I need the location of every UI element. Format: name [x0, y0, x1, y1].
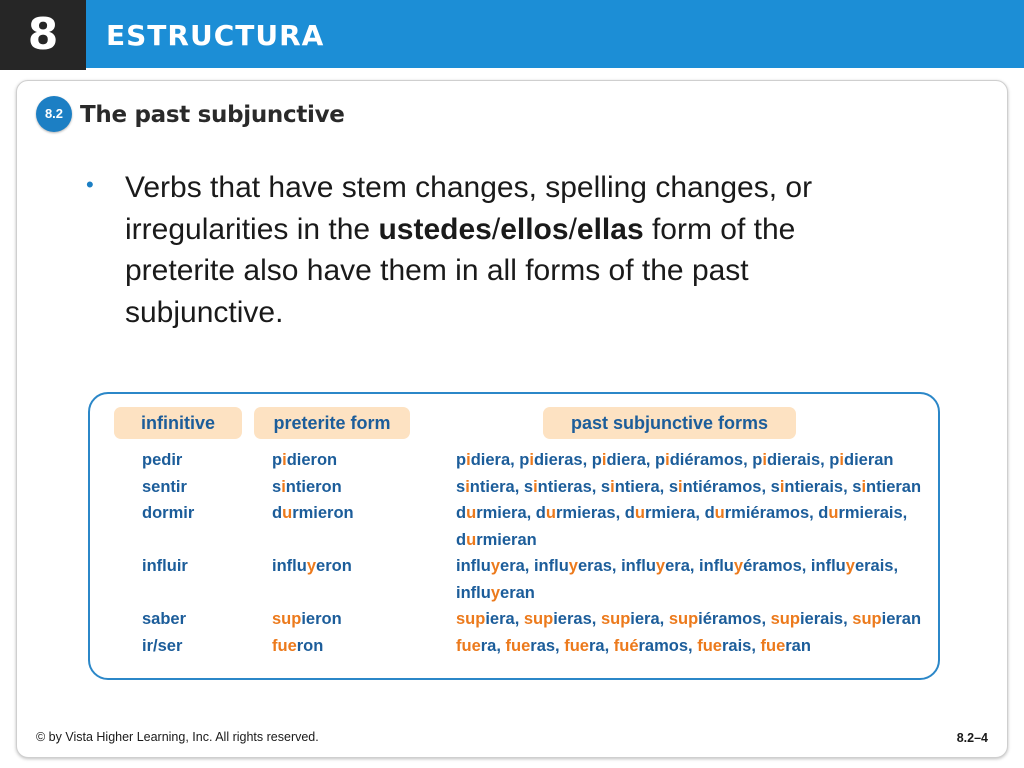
bullet-bold-ellas: ellas [576, 212, 644, 246]
text-segment: ron [296, 636, 324, 655]
text-segment: dieras, p [533, 451, 602, 469]
header-past-subjunctive-forms: past subjunctive forms [543, 407, 796, 439]
text-segment: rmiera, d [644, 504, 715, 522]
highlighted-segment: i [529, 451, 534, 469]
highlighted-segment: y [655, 557, 666, 575]
highlighted-segment: y [568, 557, 578, 575]
highlighted-segment: sup [770, 610, 800, 628]
text-segment: dieran [843, 451, 894, 469]
highlighted-segment: fue [505, 636, 531, 655]
highlighted-segment: sup [456, 610, 486, 628]
highlighted-segment: u [828, 504, 839, 522]
cell-preterite [272, 474, 342, 500]
text-segment: ntiera, s [469, 477, 534, 496]
cell-infinitive: dormir [142, 504, 195, 522]
highlighted-segment: u [466, 504, 477, 522]
text-segment: ierais, [799, 610, 853, 628]
text-segment: ramos, [638, 636, 698, 655]
text-segment: ntiéramos, s [682, 477, 780, 496]
highlighted-segment: fue [564, 636, 589, 655]
highlighted-segment: u [634, 504, 645, 522]
bullet-icon: • [86, 172, 94, 197]
highlighted-segment: i [779, 477, 785, 496]
highlighted-segment: i [281, 477, 286, 496]
text-segment: rmieras, d [555, 504, 635, 522]
highlighted-segment: i [533, 477, 538, 496]
highlighted-segment: i [762, 451, 767, 469]
cell-past-subjunctive [456, 500, 907, 526]
text-segment: s [456, 477, 466, 496]
text-segment: influ [272, 557, 307, 575]
text-segment: erais, [854, 557, 899, 575]
cell-past-subjunctive [456, 606, 921, 632]
page-number: 8.2–4 [956, 731, 988, 745]
text-segment: rmieron [292, 504, 354, 522]
copyright-notice: © by Vista Higher Learning, Inc. All rights reserved. [36, 730, 319, 744]
cell-past-subjunctive [456, 527, 537, 553]
cell-past-subjunctive [456, 447, 894, 473]
cell-past-subjunctive [456, 474, 921, 500]
text-segment: eran [500, 583, 535, 602]
cell-infinitive: ir/ser [142, 636, 183, 655]
text-segment: rmieran [476, 530, 537, 549]
text-segment: dierais, p [766, 451, 840, 469]
text-segment: d [272, 504, 283, 522]
highlighted-segment: i [861, 477, 867, 496]
highlighted-segment: fue [456, 636, 481, 655]
highlighted-segment: sup [852, 610, 882, 628]
cell-past-subjunctive [456, 633, 811, 659]
text-segment: diéramos, p [669, 451, 763, 469]
highlighted-segment: y [733, 557, 744, 575]
highlighted-segment: fue [760, 636, 786, 655]
text-segment: ieron [301, 610, 342, 628]
text-segment: iéramos, [698, 610, 771, 628]
text-segment: ntieras, s [537, 477, 611, 496]
bullet-bold-ellos: ellos [500, 212, 569, 246]
text-segment: ras, [530, 636, 565, 655]
highlighted-segment: i [678, 477, 683, 496]
text-segment: ra, [480, 636, 506, 655]
text-segment: diera, p [606, 451, 666, 469]
cell-infinitive: influir [142, 557, 188, 575]
cell-preterite [272, 606, 342, 632]
highlighted-segment: i [665, 451, 670, 469]
text-segment: dieron [286, 451, 338, 469]
cell-preterite [272, 500, 354, 526]
highlighted-segment: sup [600, 610, 631, 628]
cell-infinitive: saber [142, 610, 187, 628]
cell-preterite [272, 633, 323, 659]
highlighted-segment: u [466, 530, 477, 549]
text-segment: rmiera, d [476, 504, 546, 522]
text-segment: eras, influ [577, 557, 656, 575]
highlighted-segment: sup [272, 610, 302, 628]
highlighted-segment: i [839, 451, 844, 469]
cell-past-subjunctive [456, 553, 898, 579]
highlighted-segment: i [282, 451, 287, 469]
bullet-slash-1: / [491, 212, 501, 246]
bullet-text-before: Verbs that have stem changes, spelling changes, or irregularities in the [125, 171, 813, 246]
text-segment: rais, [721, 636, 761, 655]
cell-preterite [272, 553, 352, 579]
highlighted-segment: u [545, 504, 556, 522]
text-segment: d [456, 504, 467, 522]
text-segment: ra, [588, 636, 614, 655]
text-segment: ran [785, 636, 811, 655]
subsection-title: The past subjunctive [80, 102, 345, 128]
highlighted-segment: i [466, 451, 471, 469]
text-segment: éramos, influ [743, 557, 846, 575]
highlighted-segment: i [601, 451, 607, 469]
text-segment: rmierais, [838, 504, 908, 522]
text-segment: ntiera, s [614, 477, 678, 496]
chapter-number: 8 [0, 0, 86, 70]
highlighted-segment: y [306, 557, 317, 575]
cell-infinitive: sentir [142, 477, 187, 496]
text-segment: ieras, [553, 610, 601, 628]
highlighted-segment: sup [523, 610, 554, 628]
header-infinitive: infinitive [114, 407, 242, 439]
text-segment: eron [316, 557, 352, 575]
highlighted-segment: u [714, 504, 725, 522]
text-segment: d [456, 530, 467, 549]
highlighted-segment: u [282, 504, 293, 522]
highlighted-segment: fue [697, 636, 722, 655]
text-segment: era, influ [500, 557, 569, 575]
text-segment: ntieron [285, 477, 342, 496]
cell-infinitive: pedir [142, 451, 183, 469]
text-segment: diera, p [470, 451, 530, 469]
highlighted-segment: sup [668, 610, 699, 628]
highlighted-segment: y [845, 557, 855, 575]
bullet-text-after: form of the preterite also have them in all forms of the past subjunctive. [125, 212, 796, 329]
cell-past-subjunctive [456, 580, 535, 606]
text-segment: era, influ [665, 557, 734, 575]
text-segment: influ [456, 557, 491, 575]
highlighted-segment: fué [613, 636, 639, 655]
highlighted-segment: fue [272, 636, 297, 655]
text-segment: ntieran [866, 477, 922, 496]
bullet-bold-ustedes: ustedes [378, 212, 492, 246]
text-segment: ntierais, s [784, 477, 862, 496]
highlighted-segment: i [610, 477, 615, 496]
text-segment: rmiéramos, d [724, 504, 829, 522]
text-segment: influ [456, 583, 491, 602]
text-segment: s [272, 477, 282, 496]
highlighted-segment: y [490, 583, 501, 602]
text-segment: p [456, 451, 467, 469]
subsection-badge: 8.2 [36, 96, 72, 132]
cell-preterite [272, 447, 337, 473]
text-segment: iera, [630, 610, 669, 628]
bullet-paragraph [125, 167, 895, 333]
text-segment: ieran [881, 610, 922, 628]
header-preterite-form: preterite form [254, 407, 410, 439]
text-segment: iera, [485, 610, 524, 628]
highlighted-segment: y [490, 557, 501, 575]
bullet-slash-2: / [568, 212, 577, 246]
highlighted-segment: i [465, 477, 470, 496]
section-label: ESTRUCTURA [106, 19, 325, 52]
text-segment: p [272, 451, 283, 469]
